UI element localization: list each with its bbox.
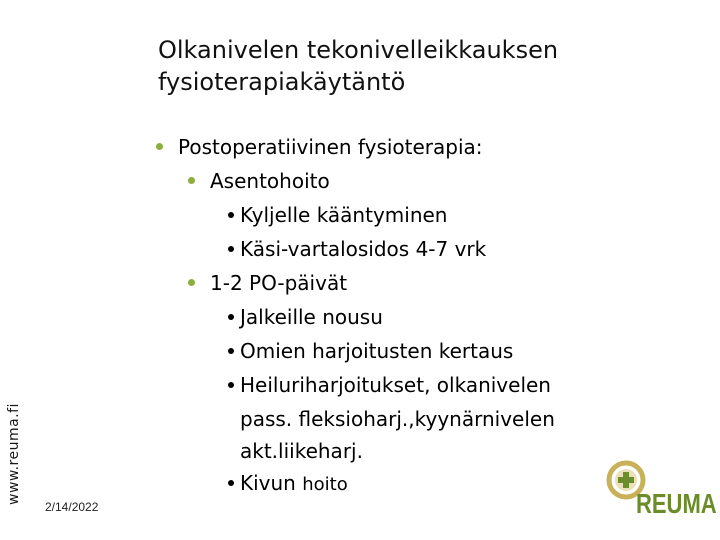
bullet-text-line: akt.liikeharj. — [240, 439, 363, 463]
bullet-list — [150, 130, 670, 502]
bullet-text-word: Kivun — [240, 471, 296, 495]
slide-date: 2/14/2022 — [45, 500, 99, 514]
bullet-item-level3 — [150, 368, 670, 466]
bullet-dot-icon — [228, 246, 234, 252]
bullet-dot-icon — [228, 212, 234, 218]
bullet-text: Omien harjoitusten kertaus — [240, 339, 514, 363]
bullet-item-level2 — [150, 266, 670, 300]
bullet-dot-icon — [156, 143, 163, 150]
bullet-dot-icon — [228, 480, 234, 486]
bullet-dot-icon — [188, 279, 195, 286]
bullet-dot-icon — [188, 177, 195, 184]
bullet-item-level2 — [150, 164, 670, 198]
bullet-text: Postoperatiivinen fysioterapia: — [178, 135, 483, 159]
reuma-logo — [604, 458, 717, 520]
bullet-text: Asentohoito — [210, 169, 330, 193]
bullet-item-level3 — [150, 198, 670, 232]
bullet-text: Käsi-vartalosidos 4-7 vrk — [240, 237, 487, 261]
bullet-dot-icon — [228, 348, 234, 354]
title-line-1: Olkanivelen tekonivelleikkauksen — [158, 36, 559, 64]
bullet-dot-icon — [228, 382, 234, 388]
bullet-item-level3 — [150, 300, 670, 334]
bullet-item-level3 — [150, 334, 670, 368]
bullet-item-level3 — [150, 232, 670, 266]
bullet-item-level1 — [150, 130, 670, 164]
title-line-2: fysioterapiakäytäntö — [158, 68, 406, 96]
bullet-text-word: hoito — [302, 474, 348, 495]
bullet-item-level3 — [150, 466, 670, 502]
side-url-text: www.reuma.fi — [6, 403, 22, 505]
bullet-dot-icon — [228, 314, 234, 320]
bullet-text: 1-2 PO-päivät — [210, 271, 348, 295]
bullet-text-line: Heiluriharjoitukset, olkanivelen — [240, 373, 551, 397]
bullet-text: Jalkeille nousu — [240, 305, 383, 329]
logo-wordmark: REUMA — [636, 488, 717, 520]
bullet-text-line: pass. fleksioharj.,kyynärnivelen — [240, 407, 555, 431]
bullet-text: Kyljelle kääntyminen — [240, 203, 448, 227]
slide-title — [158, 34, 678, 98]
bullet-text-multiline — [240, 368, 670, 466]
